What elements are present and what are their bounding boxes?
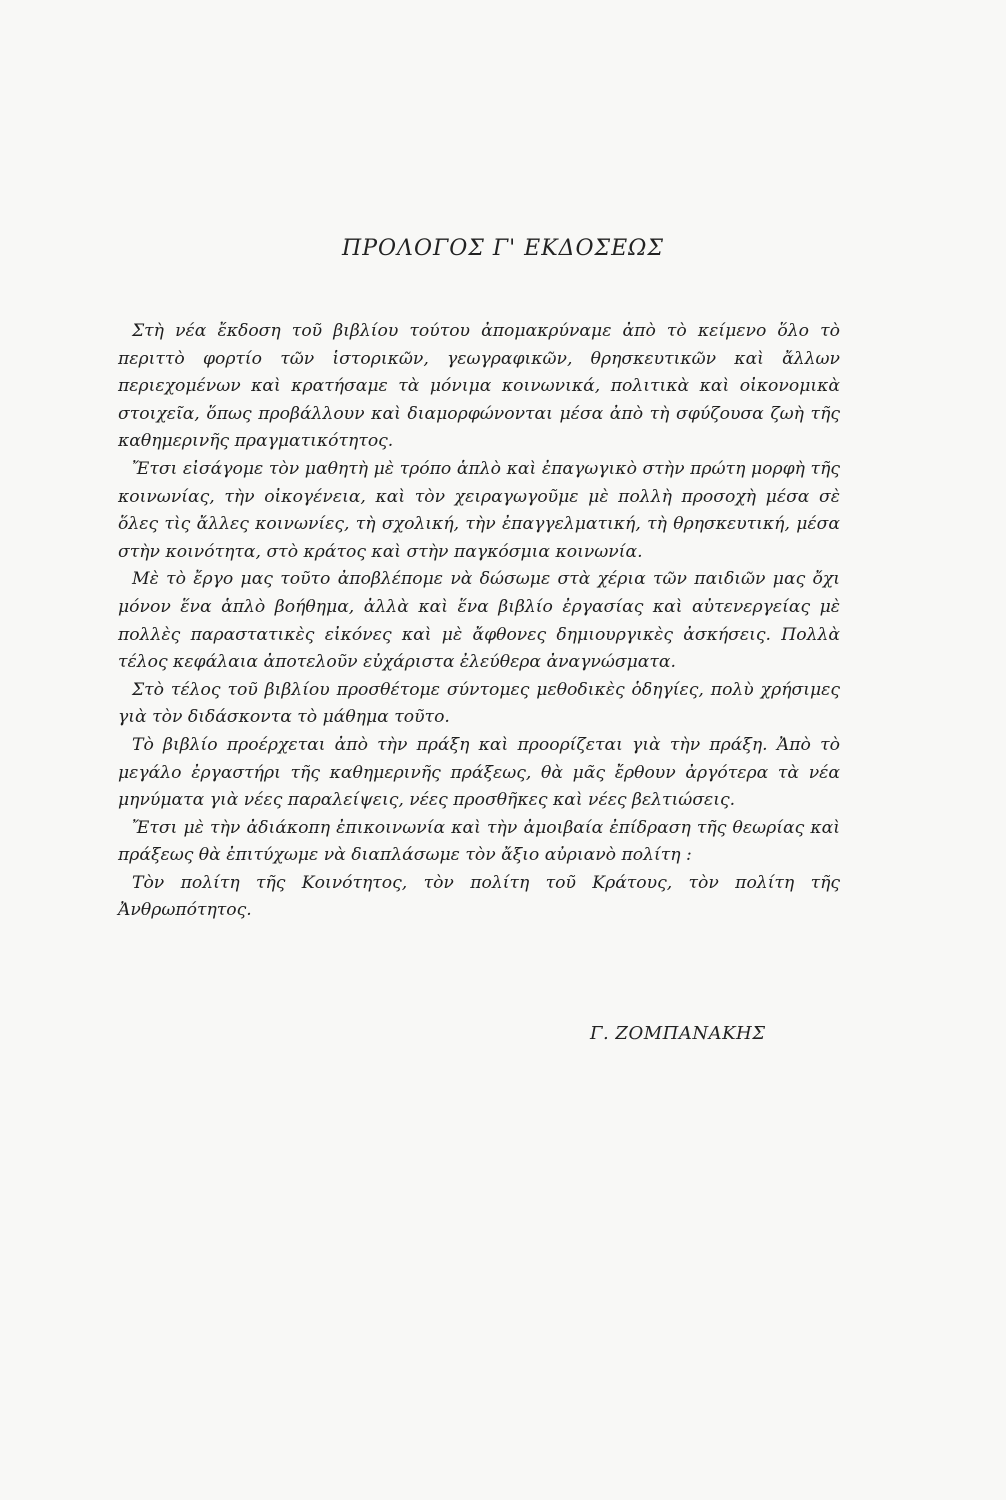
paragraph: Στὸ τέλος τοῦ βιβλίου προσθέτομε σύντομες μεθοδικὲς ὁδηγίες, πολὺ χρήσιμες γιὰ τὸν διδάσκοντα τὸ μάθημα τοῦτο. (118, 679, 840, 728)
paragraph: Μὲ τὸ ἔργο μας τοῦτο ἀποβλέπομε νὰ δώσωμε στὰ χέρια τῶν παιδιῶν μας ὄχι μόνον ἕνα ἁπλὸ βοήθημα, ἀλλὰ καὶ ἕνα βιβλίο ἐργασίας καὶ αὐτενεργείας μὲ πολλὲς παραστατικὲς εἰκόνες καὶ μὲ ἄφθονες δημιουργικὲς ἀσκήσεις. Πολλὰ τέλος κεφάλαια ἀποτελοῦν εὐχάριστα ἐλεύθερα ἀναγνώσματα. (118, 569, 840, 673)
page-title: ΠΡΟΛΟΓΟΣ Γ' ΕΚΔΟΣΕΩΣ (342, 236, 664, 261)
paragraph: Ἔτσι μὲ τὴν ἀδιάκοπη ἐπικοινωνία καὶ τὴν ἀμοιβαία ἐπίδραση τῆς θεωρίας καὶ πράξεως θὰ ἐπιτύχωμε νὰ διαπλάσωμε τὸν ἄξιο αὐριανὸ πολίτη : (118, 817, 840, 866)
paragraph: Ἔτσι εἰσάγομε τὸν μαθητὴ μὲ τρόπο ἁπλὸ καὶ ἐπαγωγικὸ στὴν πρώτη μορφὴ τῆς κοινωνίας, τὴν οἰκογένεια, καὶ τὸν χειραγωγοῦμε μὲ πολλὴ προσοχὴ μέσα σὲ ὅλες τὶς ἄλλες κοινωνίες, τὴ σχολική, τὴν ἐπαγγελματική, τὴ θρησκευτική, μέσα στὴν κοινότητα, στὸ κράτος καὶ στὴν παγκόσμια κοινωνία. (118, 458, 840, 562)
author-signature: Γ. ΖΟΜΠΑΝΑΚΗΣ (590, 1023, 766, 1044)
preface-body (118, 318, 840, 925)
paragraph: Τὸ βιβλίο προέρχεται ἀπὸ τὴν πράξη καὶ προορίζεται γιὰ τὴν πράξη. Ἀπὸ τὸ μεγάλο ἐργαστήρι τῆς καθημερινῆς πράξεως, θὰ μᾶς ἔρθουν ἀργότερα τὰ νέα μηνύματα γιὰ νέες παραλείψεις, νέες προσθῆκες καὶ νέες βελτιώσεις. (118, 734, 840, 811)
paragraph: Στὴ νέα ἔκδοση τοῦ βιβλίου τούτου ἀπομακρύναμε ἀπὸ τὸ κείμενο ὅλο τὸ περιττὸ φορτίο τῶν ἱστορικῶν, γεωγραφικῶν, θρησκευτικῶν καὶ ἄλλων περιεχομένων καὶ κρατήσαμε τὰ μόνιμα κοινωνικά, πολιτικὰ καὶ οἰκονομικὰ στοιχεῖα, ὅπως προβάλλουν καὶ διαμορφώνονται μέσα ἀπὸ τὴ σφύζουσα ζωὴ τῆς καθημερινῆς πραγματικότητος. (118, 321, 840, 452)
paragraph: Τὸν πολίτη τῆς Κοινότητος, τὸν πολίτη τοῦ Κράτους, τὸν πολίτη τῆς Ἀνθρωπότητος. (118, 872, 840, 921)
